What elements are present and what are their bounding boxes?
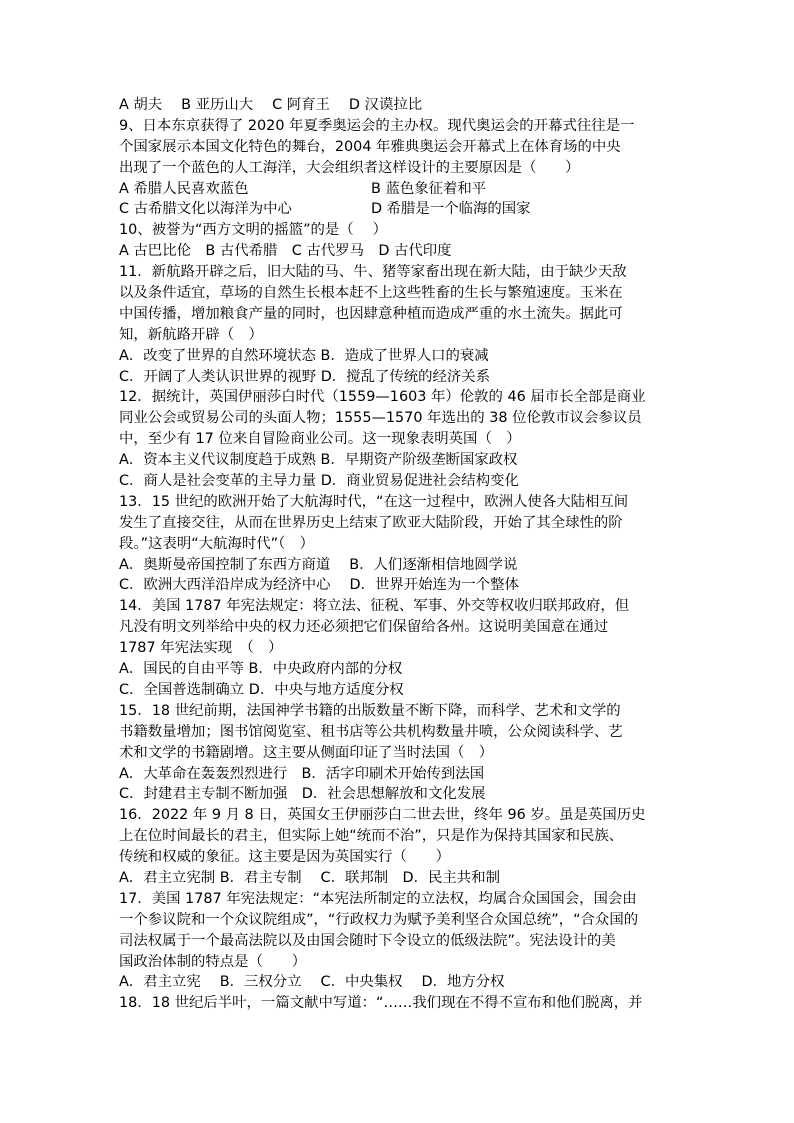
text-line: 发生了直接交往，从而在世界历史上结束了欧亚大陆阶段，开始了其全球性的阶 xyxy=(119,514,623,531)
text-line: A．奥斯曼帝国控制了东西方商道 B．人们逐渐相信地圆学说 xyxy=(119,556,518,573)
text-line: 12．据统计，英国伊丽莎白时代（1559—1603 年）伦敦的 46 届市长全部是商业 xyxy=(119,389,646,406)
text-line: 17．美国 1787 年宪法规定：“本宪法所制定的立法权，均属合众国国会，国会由 xyxy=(119,890,637,907)
text-line: 一个参议院和一个众议院组成”，“行政权力为赋予美利坚合众国总统”，“合众国的 xyxy=(119,911,639,928)
text-line: 以及条件适宜，草场的自然生长根本赶不上这些牲畜的生长与繁殖速度。玉米在 xyxy=(119,285,623,302)
text-line: 传统和权威的象征。这主要是因为英国实行（ ） xyxy=(119,849,450,866)
text-line: 9、日本东京获得了 2020 年夏季奥运会的主办权。现代奥运会的开幕式往往是一 xyxy=(119,117,635,134)
text-line: A．国民的自由平等 B．中央政府内部的分权 xyxy=(119,661,403,678)
q9-option-d: D 希腊是一个临海的国家 xyxy=(371,201,531,218)
text-line: 段。”这表明“大航海时代”（ ） xyxy=(119,535,315,552)
text-line: C．商人是社会变革的主导力量 D．商业贸易促进社会结构变化 xyxy=(119,473,519,490)
text-line: A．资本主义代议制度趋于成熟 B．早期资产阶级垄断国家政权 xyxy=(119,452,518,469)
text-line: 国政治体制的特点是（ ） xyxy=(119,953,307,970)
text-line: 出现了一个蓝色的人工海洋，大会组织者这样设计的主要原因是（ ） xyxy=(119,159,580,176)
text-line: A 胡夫 B 亚历山大 C 阿育王 D 汉谟拉比 xyxy=(119,97,423,113)
text-line: A．君主立宪 B．三权分立 C．中央集权 D．地方分权 xyxy=(119,974,505,991)
text-line: 11．新航路开辟之后，旧大陆的马、牛、猪等家畜出现在新大陆，由于缺少天敌 xyxy=(119,264,627,281)
q9-option-a: A 希腊人民喜欢蓝色 xyxy=(119,180,249,197)
text-line: 凡没有明文列举给中央的权力还必须把它们保留给各州。这说明美国意在通过 xyxy=(119,619,609,636)
text-line: 18．18 世纪后半叶，一篇文献中写道：“……我们现在不得不宣布和他们脱离，并 xyxy=(119,995,643,1012)
q9-options-row-2 xyxy=(119,199,675,220)
text-line: A 古巴比伦 B 古代希腊 C 古代罗马 D 古代印度 xyxy=(119,243,452,260)
text-line: C．全国普选制确立 D．中央与地方适度分权 xyxy=(119,681,404,698)
text-line: 书籍数量增加；图书馆阅览室、租书店等公共机构数量井喷，公众阅读科学、艺 xyxy=(119,723,623,740)
text-line: 知，新航路开辟（ ） xyxy=(119,326,263,343)
text-line: 术和文学的书籍剧增。这主要从侧面印证了当时法国（ ） xyxy=(119,744,494,761)
text-line: 同业公会或贸易公司的头面人物；1555—1570 年选出的 38 位伦敦市议会参议员 xyxy=(119,410,642,427)
text-line: A．改变了世界的自然环境状态 B．造成了世界人口的衰减 xyxy=(119,347,489,364)
question-text-block xyxy=(119,95,675,1014)
text-line: A．大革命在轰轰烈烈进行 B．活字印刷术开始传到法国 xyxy=(119,765,485,782)
text-line: 个国家展示本国文化特色的舞台，2004 年雅典奥运会开幕式上在体育场的中央 xyxy=(119,138,621,155)
q9-option-c: C 古希腊文化以海洋为中心 xyxy=(119,201,292,218)
q9-option-b: B 蓝色象征着和平 xyxy=(371,180,487,197)
text-line: 1787 年宪法实现 （ ） xyxy=(119,640,283,657)
text-line: C．封建君主专制不断加强 D．社会思想解放和文化发展 xyxy=(119,786,486,803)
text-line: 中国传播，增加粮食产量的同时，也因肆意种植而造成严重的水土流失。据此可 xyxy=(119,305,623,322)
text-line: 13．15 世纪的欧洲开始了大航海时代，“在这一过程中，欧洲人使各大陆相互间 xyxy=(119,493,629,510)
text-line: C．开阔了人类认识世界的视野 D．搅乱了传统的经济关系 xyxy=(119,368,491,385)
text-line: 司法权属于一个最高法院以及由国会随时下令设立的低级法院”。宪法设计的美 xyxy=(119,932,616,949)
text-line: 15．18 世纪前期，法国神学书籍的出版数量不断下降，而科学、艺术和文学的 xyxy=(119,702,621,719)
text-line: C．欧洲大西洋沿岸成为经济中心 D．世界开始连为一个整体 xyxy=(119,577,519,594)
q9-options-row-1 xyxy=(119,179,675,200)
text-line: 14．美国 1787 年宪法规定：将立法、征税、军事、外交等权收归联邦政府，但 xyxy=(119,598,630,615)
text-line: A．君主立宪制 B．君主专制 C．联邦制 D．民主共和制 xyxy=(119,869,500,886)
text-line: 中，至少有 17 位来自冒险商业公司。这一现象表明英国（ ） xyxy=(119,431,521,448)
text-line: 上在位时间最长的君主，但实际上她“统而不治”，只是作为保持其国家和民族、 xyxy=(119,828,624,845)
text-line: 10、被誉为“西方文明的摇篮”的是（ ） xyxy=(119,222,388,239)
text-line: 16．2022 年 9 月 8 日，英国女王伊丽莎白二世去世，终年 96 岁。虽是英国历史 xyxy=(119,807,646,824)
